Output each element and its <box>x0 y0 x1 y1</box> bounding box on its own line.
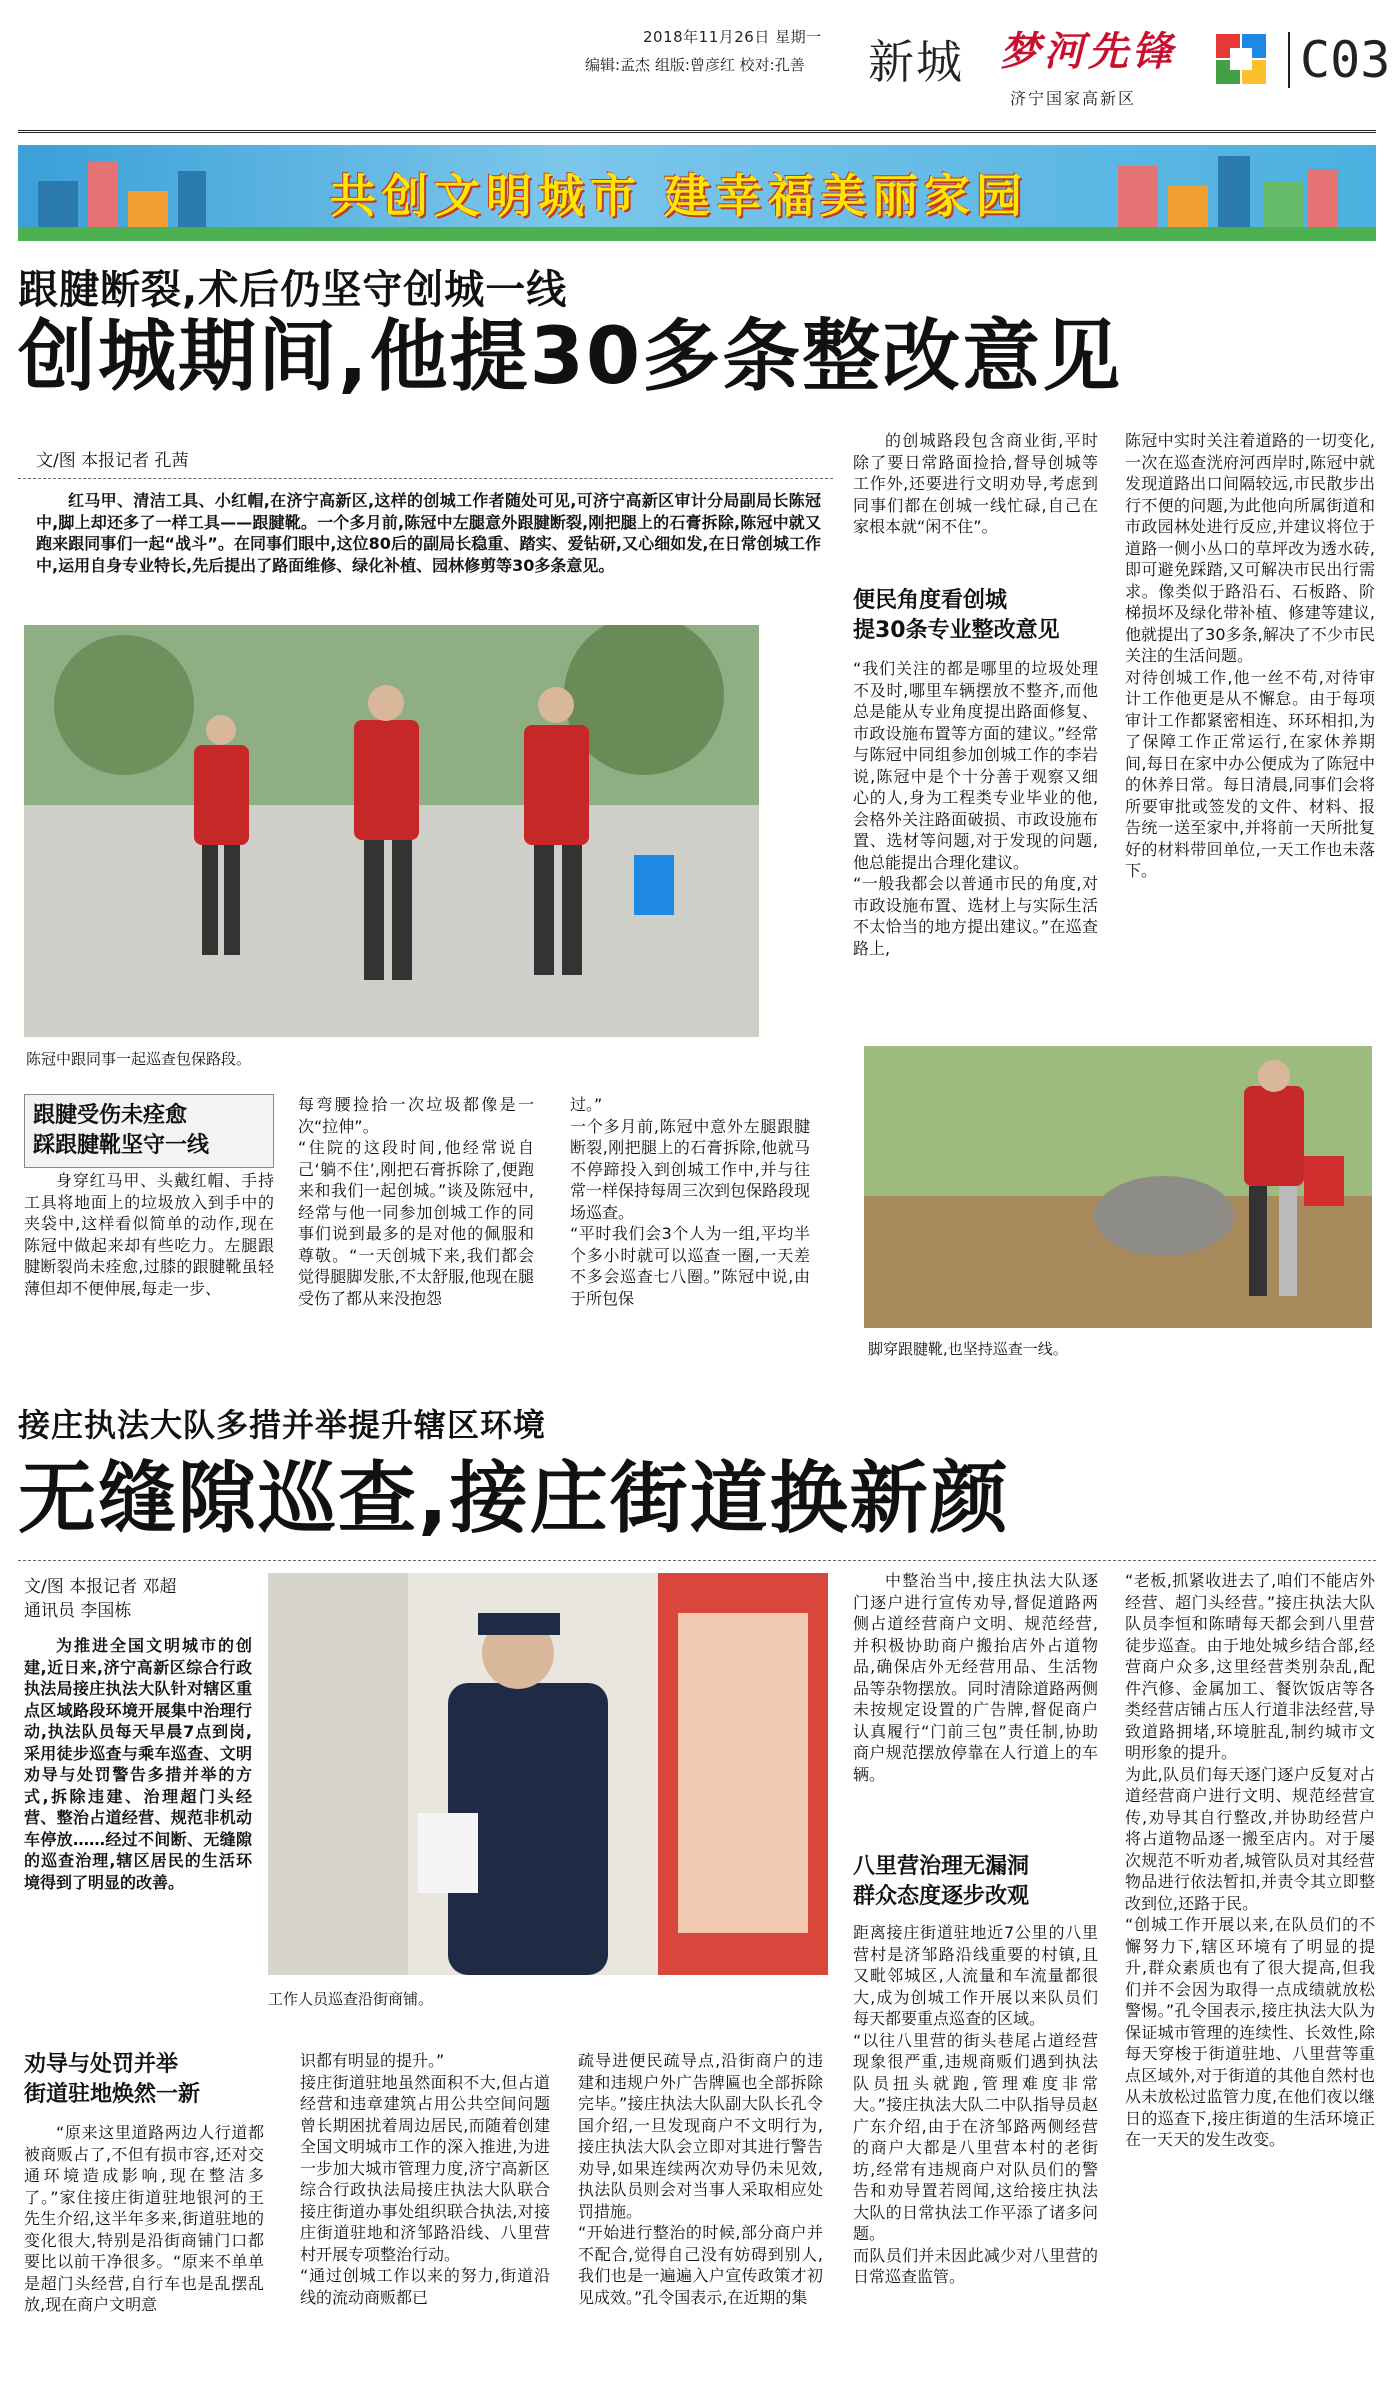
district-logo-icon <box>1212 30 1270 88</box>
issue-date: 2018年11月26日 星期一 <box>643 28 822 46</box>
article2-column-a: “原来这里道路两边人行道都被商贩占了,不但有损市容,还对交通环境造成影响,现在整洁多了。”家住接庄街道驻地银河的王先生介绍,这半年多来,街道驻地的变化很大,特别是沿街商铺门口都要比以前干净很多。“原来不单单是超门头经营,自行车也是乱摆乱放,现在商户文明意 <box>24 2123 264 2314</box>
article1-photo-2 <box>864 1046 1372 1328</box>
banner-slogan: 共创文明城市 建幸福美丽家园 <box>330 169 1029 223</box>
section-name: 新城 <box>868 35 964 89</box>
district-name: 济宁国家高新区 <box>1010 89 1137 108</box>
page-number: C03 <box>1288 32 1390 88</box>
article2-kicker: 接庄执法大队多措并举提升辖区环境 <box>18 1406 547 1444</box>
article2-column-c: 疏导进便民疏导点,沿街商户的违建和违规户外广告牌匾也全部拆除完毕。”接庄执法大队副大队长孔令国介绍,一旦发现商户不文明行为,接庄执法大队会立即对其进行警告劝导,如果连续两次劝导仍未见效,执法队员则会对当事人采取相应处罚措施。 “开始进行整治的时候,部分商户并不配合,觉得自己没有妨碍到别人,我们也是一遍遍入户宣传政策才初见成效。”孔令国表示,在近期的集 <box>578 2051 823 2307</box>
article2-photo-caption: 工作人员巡查沿街商铺。 <box>268 1990 434 2008</box>
article1-column-a: 身穿红马甲、头戴红帽、手持工具将地面上的垃圾放入到手中的夹袋中,这样看似简单的动作,现在陈冠中做起来却有些吃力。左腿跟腱断裂尚未痊愈,过膝的跟腱靴虽轻薄但却不便伸展,每走一步、 <box>24 1171 274 1298</box>
article2-headline: 无缝隙巡查,接庄街道换新颜 <box>18 1454 1010 1544</box>
article2-subhead-2: 八里营治理无漏洞 群众态度逐步改观 <box>853 1854 1030 1909</box>
article2-subhead-1: 劝导与处罚并举 街道驻地焕然一新 <box>24 2052 201 2107</box>
masthead-rule <box>18 130 1376 133</box>
article1-subhead-1: 跟腱受伤未痊愈 踩跟腱靴坚守一线 <box>24 1094 274 1168</box>
article1-column-c: 过。” 一个多月前,陈冠中意外左腿跟腱断裂,刚把腿上的石膏拆除,他就马不停蹄投入到创城工作中,并与往常一样保持每周三次到包保路段现场巡查。 “平时我们会3个人为一组,平均半个多小时就可以巡查一圈,一天差不多会巡查七八圈。”陈冠中说,由于所包保 <box>570 1095 811 1308</box>
article2-byline-correspondent: 通讯员 李国栋 <box>24 1601 132 1621</box>
article1-photo-1 <box>24 625 759 1037</box>
article1-photo-1-caption: 陈冠中跟同事一起巡查包保路段。 <box>26 1050 252 1068</box>
article1-lead: 红马甲、清洁工具、小红帽,在济宁高新区,这样的创城工作者随处可见,可济宁高新区审计分局副局长陈冠中,脚上却还多了一样工具——跟腱靴。一个多月前,陈冠中左腿意外跟腱断裂,刚把腿上的石膏拆除,陈冠中就又跑来跟同事们一起“战斗”。在同事们眼中,这位80后的副局长稳重、踏实、爱钻研,又心细如发,在日常创城工作中,运用自身专业特长,先后提出了路面维修、绿化补植、园林修剪等30多条意见。 <box>36 491 821 575</box>
editor-credits: 编辑:孟杰 组版:曾彦红 校对:孔善 <box>585 56 805 74</box>
newspaper-brand: 梦河先锋 <box>1000 28 1176 75</box>
article1-photo-2-caption: 脚穿跟腱靴,也坚持巡查一线。 <box>868 1340 1068 1358</box>
article1-column-b: 每弯腰捡拾一次垃圾都像是一次“拉伸”。 “住院的这段时间,他经常说自己‘躺不住’,刚把石膏拆除了,便跑来和我们一起创城。”谈及陈冠中,经常与他一同参加创城工作的同事们说到最多的是对他的佩服和尊敬。“一天创城下来,我们都会觉得腿脚发胀,不太舒服,他现在腿受伤了都从来没抱怨 <box>298 1095 534 1308</box>
article2-column-d: 中整治当中,接庄执法大队逐门逐户进行宣传劝导,督促道路两侧占道经营商户文明、规范经营,并积极协助商户搬抬店外占道物品,确保店外无经营用品、生活物品等杂物摆放。同时清除道路两侧未按规定设置的广告牌,督促商户认真履行“门前三包”责任制,协助商户规范摆放停靠在人行道上的车辆。 <box>853 1571 1098 1784</box>
article2-byline-reporter: 文/图 本报记者 邓超 <box>24 1577 177 1597</box>
article2-photo <box>268 1573 828 1975</box>
article1-headline: 创城期间,他提30多条整改意见 <box>18 312 1123 402</box>
article1-column-e: 陈冠中实时关注着道路的一切变化,一次在巡查洸府河西岸时,陈冠中就发现道路出口间隔较远,市民散步出行不便的问题,为此他向所属街道和市政园林处进行反应,并建议将位于道路一侧小丛口的草坪改为透水砖,即可避免踩踏,又可解决市民出行需求。像类似于路沿石、石板路、阶梯损坏及绿化带补植、修建等建议,他就提出了30多条,解决了不少市民关注的生活问题。 对待创城工作,他一丝不苟,对待审计工作他更是从不懈怠。由于每项审计工作都紧密相连、环环相扣,为了保障工作正常运行,在家休养期间,每日在家中办公便成为了陈冠中的休养日常。每日清晨,同事们会将所要审批或签发的文件、材料、报告统一送至家中,并将前一天所批复好的材料带回单位,一天工作也未落下。 <box>1125 431 1375 880</box>
article2-column-b: 识都有明显的提升。” 接庄街道驻地虽然面积不大,但占道经营和违章建筑占用公共空间问题曾长期困扰着周边居民,而随着创建全国文明城市工作的深入推进,为进一步加大城市管理力度,济宁高新区综合行政执法局接庄执法大队联合接庄街道办事处组织联合执法,对接庄街道驻地和济邹路沿线、八里营村开展专项整治行动。 “通过创城工作以来的努力,街道沿线的流动商贩都已 <box>300 2051 550 2307</box>
article2-lead: 为推进全国文明城市的创建,近日来,济宁高新区综合行政执法局接庄执法大队针对辖区重点区域路段环境开展集中治理行动,执法队员每天早晨7点到岗,采用徒步巡查与乘车巡查、文明劝导与处罚警告多措并举的方式,拆除违建、治理超门头经营、整治占道经营、规范非机动车停放……经过不间断、无缝隙的巡查治理,辖区居民的生活环境得到了明显的改善。 <box>24 1636 252 1892</box>
article1-kicker: 跟腱断裂,术后仍坚守创城一线 <box>18 267 568 313</box>
article1-column-d: 的创城路段包含商业街,平时除了要日常路面捡拾,督导创城等工作外,还要进行文明劝导,考虑到同事们都在创城一线忙碌,自己在家根本就“闲不住”。 <box>853 431 1098 536</box>
article2-column-e: “老板,抓紧收进去了,咱们不能店外经营、超门头经营。”接庄执法大队队员李恒和陈晴每天都会到八里营徒步巡查。由于地处城乡结合部,经营商户众多,这里经营类别杂乱,配件汽修、金属加工、餐饮饭店等各类经营店铺占压人行道非法经营,导致道路拥堵,环境脏乱,制约城市文明形象的提升。 为此,队员们每天逐门逐户反复对占道经营商户进行文明、规范经营宣传,劝导其自行整改,并协助经营户将占道物品逐一搬至店内。对于屡次规范不听劝者,城管队员对其经营物品进行依法暂扣,并责令其立即整改到位,还路于民。 “创城工作开展以来,在队员们的不懈努力下,辖区环境有了明显的提升,群众素质也有了很大提高,但我们并不会因为取得一点成绩就放松警惕。”孔令国表示,接庄执法大队为保证城市管理的连续性、长效性,除每天穿梭于街道驻地、八里营等重点区域外,对于街道的其他自然村也从未放松过监管力度,在他们夜以继日的巡查下,接庄街道的生活环境正在一天天的发生改变。 <box>1125 1571 1375 2149</box>
article1-byline: 文/图 本报记者 孔茜 <box>36 451 189 471</box>
article1-subhead-2: 便民角度看创城 提30条专业整改意见 <box>853 588 1060 643</box>
article1-column-d2: “我们关注的都是哪里的垃圾处理不及时,哪里车辆摆放不整齐,而他总是能从专业角度提出路面修复、市政设施布置等方面的建议。”经常与陈冠中同组参加创城工作的李岩说,陈冠中是个十分善于观察又细心的人,身为工程类专业毕业的他,会格外关注路面破损、市政设施布置、选材等问题,对于发现的问题,他总能提出合理化建议。 “一般我都会以普通市民的角度,对市政设施布置、选材上与实际生活不太恰当的地方提出建议。”在巡查路上, <box>853 659 1098 958</box>
article2-column-d2: 距离接庄街道驻地近7公里的八里营村是济邹路沿线重要的村镇,且又毗邻城区,人流量和车流量都很大,成为创城工作开展以来队员们每天都要重点巡查的区域。 “以往八里营的街头巷尾占道经营现象很严重,违规商贩们遇到执法队员扭头就跑,管理难度非常大。”接庄执法大队二中队指导员赵广东介绍,由于在济邹路两侧经营的商户大都是八里营本村的老街坊,经常有违规商户对队员们的警告和劝导置若罔闻,这给接庄执法大队的日常执法工作平添了诸多问题。 而队员们并未因此减少对八里营的日常巡查监管。 <box>853 1923 1098 2286</box>
